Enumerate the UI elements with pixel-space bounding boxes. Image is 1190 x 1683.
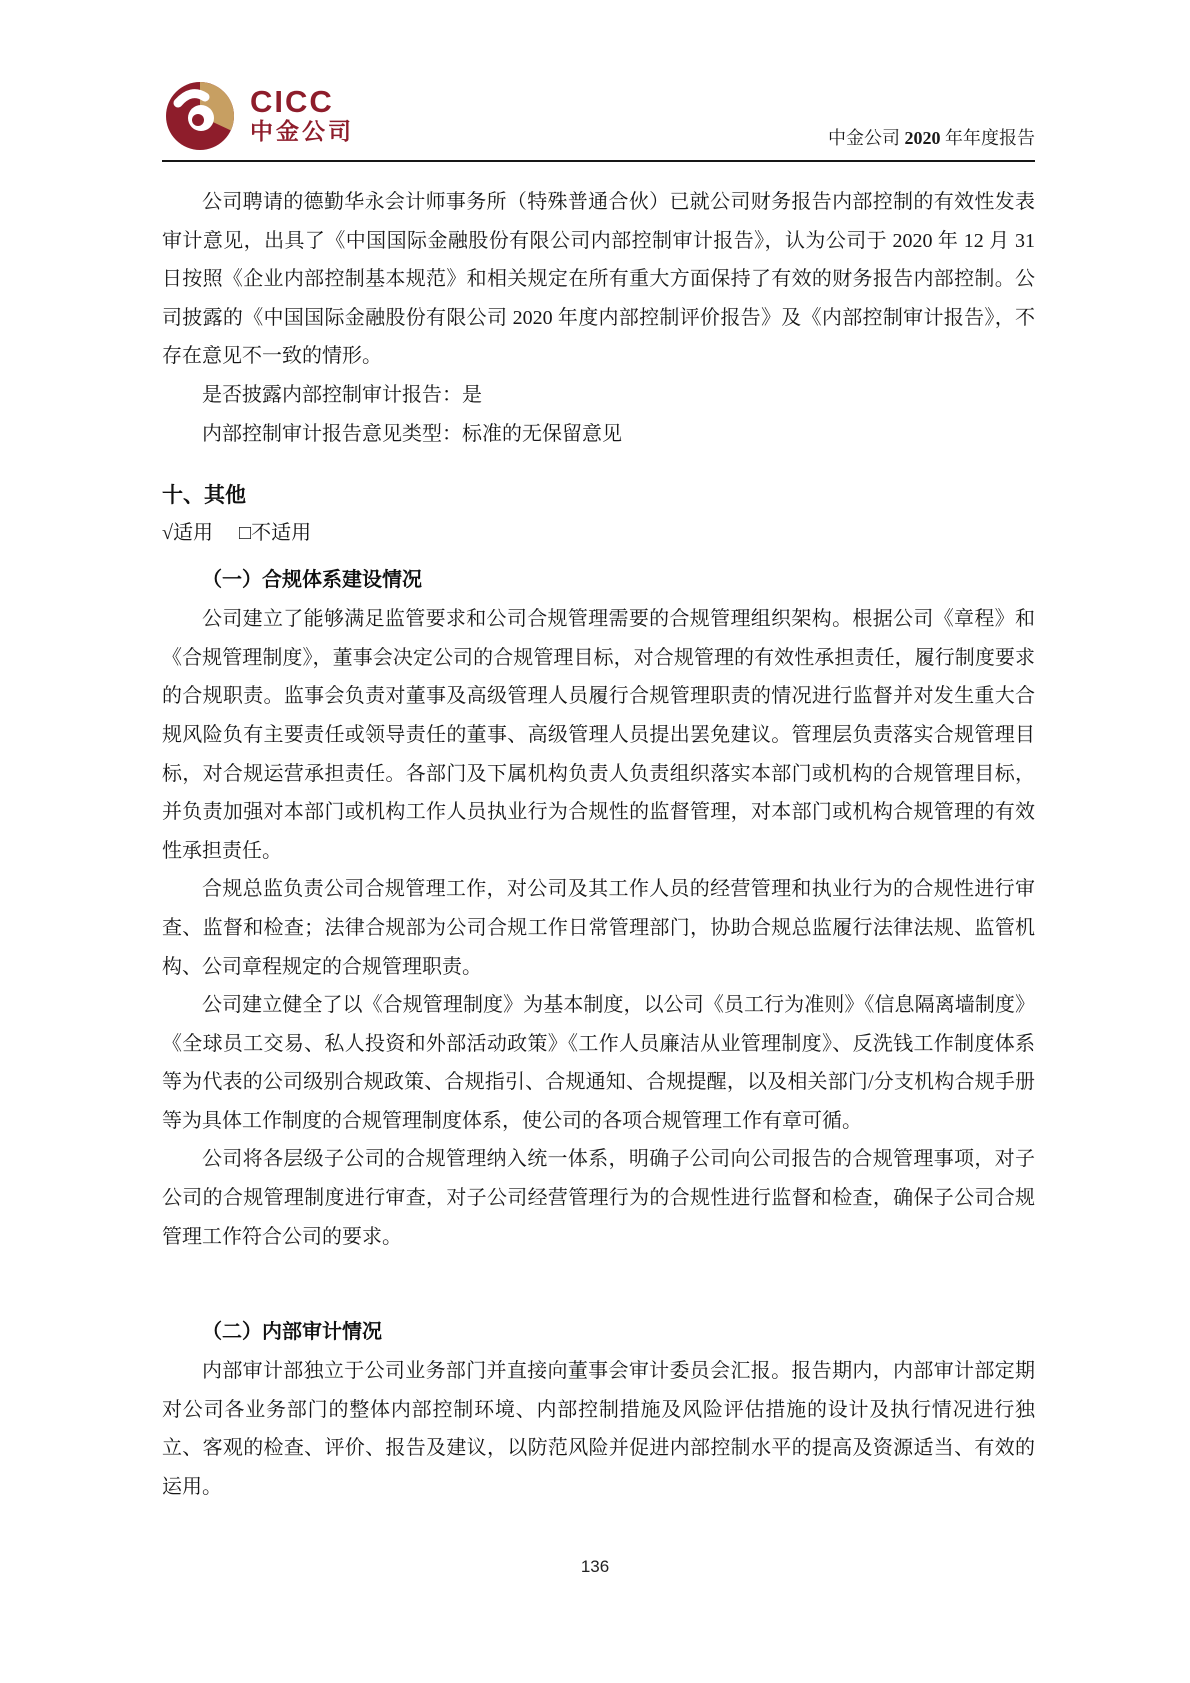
paragraph-subsidiary-compliance: 公司将各层级子公司的合规管理纳入统一体系，明确子公司向公司报告的合规管理事项，对子公司的合规管理制度进行审查，对子公司经营管理行为的合规性进行监督和检查，确保子公司合规管理工作符合公司的要求。 [162,1148,1035,1248]
cicc-logo-icon [162,76,238,152]
subsection-heading-compliance-system: （一）合规体系建设情况 [202,569,422,592]
logo-wordmark [250,83,354,144]
page-header [162,0,1035,162]
report-title-prefix: 中金公司 [828,128,905,148]
logo-text-en: CICC [250,83,334,119]
logo-text-zh: 中金公司 [250,117,354,144]
document-body [162,162,1035,1507]
not-applicable-label: □不适用 [238,522,312,545]
report-title-year: 2020 [904,128,941,148]
applicability-line [162,517,1035,550]
line-audit-opinion-type: 内部控制审计报告意见类型：标准的无保留意见 [202,422,622,445]
paragraph-compliance-structure: 公司建立了能够满足监管要求和公司合规管理需要的合规管理组织架构。根据公司《章程》和《合规管理制度》，董事会决定公司的合规管理目标，对合规管理的有效性承担责任，履行制度要求的合规职责。监事会负责对董事及高级管理人员履行合规管理职责的情况进行监督并对发生重大合规风险负有主要责任或领导责任的董事、高级管理人员提出罢免建议。管理层负责落实合规管理目标，对合规运营承担责任。各部门及下属机构负责人负责组织落实本部门或机构的合规管理目标，并负责加强对本部门或机构工作人员执业行为合规性的监督管理，对本部门或机构合规管理的有效性承担责任。 [162,608,1035,862]
line-audit-report-disclosed: 是否披露内部控制审计报告：是 [202,383,482,406]
cicc-logo [162,76,354,152]
page-number: 136 [580,1557,610,1576]
subsection-heading-internal-audit: （二）内部审计情况 [202,1321,382,1344]
applicable-checked-label: √适用 [162,522,213,545]
paragraph-compliance-policies: 公司建立健全了以《合规管理制度》为基本制度，以公司《员工行为准则》《信息隔离墙制度》《全球员工交易、私人投资和外部活动政策》《工作人员廉洁从业管理制度》、反洗钱工作制度体系等为代表的公司级别合规政策、合规指引、合规通知、合规提醒，以及相关部门/分支机构合规手册等为具体工作制度的合规管理制度体系，使公司的各项合规管理工作有章可循。 [162,994,1035,1132]
paragraph-internal-audit-dept: 内部审计部独立于公司业务部门并直接向董事会审计委员会汇报。报告期内，内部审计部定期对公司各业务部门的整体内部控制环境、内部控制措施及风险评估措施的设计及执行情况进行独立、客观的检查、评价、报告及建议，以防范风险并促进内部控制水平的提高及资源适当、有效的运用。 [162,1360,1035,1499]
section-heading-ten-other: 十、其他 [162,484,246,508]
paragraph-compliance-director: 合规总监负责公司合规管理工作，对公司及其工作人员的经营管理和执业行为的合规性进行审查、监督和检查；法律合规部为公司合规工作日常管理部门，协助合规总监履行法律法规、监管机构、公司章程规定的合规管理职责。 [162,878,1035,978]
report-title-suffix: 年年度报告 [940,128,1035,148]
paragraph-internal-control-audit: 公司聘请的德勤华永会计师事务所（特殊普通合伙）已就公司财务报告内部控制的有效性发表审计意见，出具了《中国国际金融股份有限公司内部控制审计报告》，认为公司于 2020 年 12 月 31 日按照《企业内部控制基本规范》和相关规定在所有重大方面保持了有效的财务报告内部控制。公司披露的《中国国际金融股份有限公司 2020 年度内部控制评价报告》及《内部控制审计报告》，不存在意见不一致的情形。 [162,191,1035,368]
report-title [828,124,1035,152]
